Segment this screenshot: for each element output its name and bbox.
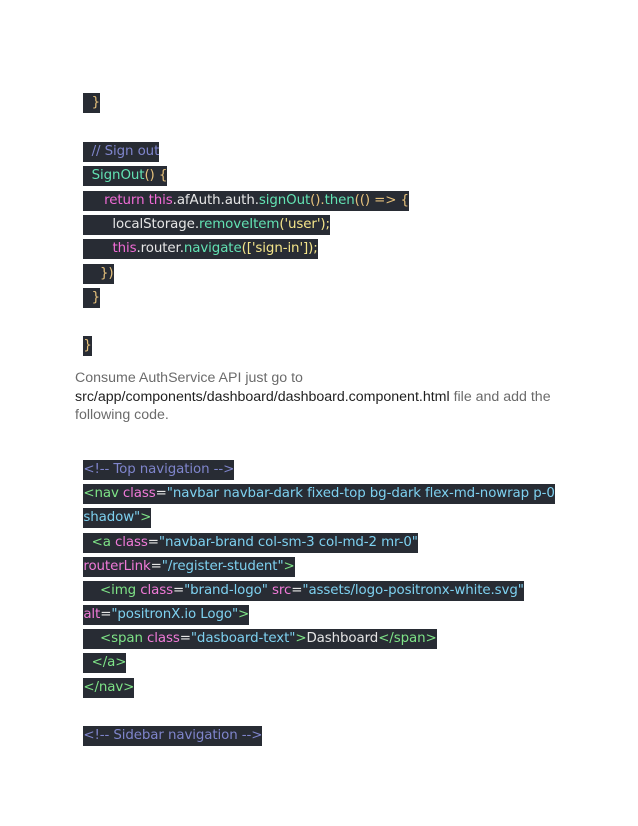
code-token: shadow" bbox=[83, 510, 141, 525]
code-token: .afAuth.auth. bbox=[172, 193, 259, 208]
code-token: (['sign-in']); bbox=[241, 241, 318, 256]
code-token: "assets/logo-positronx-white.svg" bbox=[302, 583, 524, 598]
code-token: src bbox=[272, 583, 292, 598]
code-token: alt bbox=[83, 607, 101, 622]
code-line bbox=[75, 171, 409, 208]
code-token: then bbox=[324, 193, 355, 208]
code-token: "dasboard-text" bbox=[190, 631, 296, 646]
code-token: = bbox=[155, 486, 167, 501]
code-token: = bbox=[100, 607, 112, 622]
code-token: </a> bbox=[83, 655, 127, 670]
code-line bbox=[75, 316, 92, 353]
file-path: src/app/components/dashboard/dashboard.component.html bbox=[75, 388, 450, 405]
code-token: <nav bbox=[83, 486, 123, 501]
code-token: (). bbox=[310, 193, 325, 208]
code-token: this bbox=[148, 193, 173, 208]
code-token: = bbox=[291, 583, 303, 598]
code-token: <a bbox=[83, 535, 116, 550]
code-line bbox=[75, 219, 318, 256]
code-line bbox=[75, 585, 250, 622]
code-line bbox=[75, 513, 418, 550]
code-token: navigate bbox=[183, 241, 242, 256]
code-token: signOut bbox=[258, 193, 311, 208]
code-line bbox=[75, 440, 235, 477]
code-token: class bbox=[115, 535, 148, 550]
code-token: "brand-logo" bbox=[184, 583, 268, 598]
code-token: </nav> bbox=[83, 680, 135, 695]
code-line bbox=[75, 73, 101, 110]
code-token: ('user'); bbox=[279, 217, 330, 232]
code-token: this bbox=[112, 241, 137, 256]
code-token: .router. bbox=[136, 241, 184, 256]
code-token: </span> bbox=[378, 631, 437, 646]
code-token: <img bbox=[83, 583, 141, 598]
code-line bbox=[75, 195, 330, 232]
code-token: = bbox=[172, 583, 185, 598]
code-token: "/register-student" bbox=[161, 559, 284, 574]
code-token: () { bbox=[144, 168, 168, 183]
code-line bbox=[75, 244, 114, 281]
code-line bbox=[75, 658, 135, 695]
code-line bbox=[75, 609, 437, 646]
instruction-paragraph bbox=[75, 369, 555, 425]
code-token: routerLink bbox=[83, 559, 151, 574]
code-line bbox=[75, 268, 101, 305]
code-token: > bbox=[295, 631, 307, 646]
code-line bbox=[75, 706, 263, 743]
code-line bbox=[75, 146, 168, 183]
code-token: > bbox=[238, 607, 250, 622]
code-token: <span bbox=[83, 631, 147, 646]
code-comment: // Sign out bbox=[83, 144, 160, 159]
code-token: localStorage. bbox=[83, 217, 199, 232]
code-token: class bbox=[122, 486, 156, 501]
code-token: "navbar navbar-dark fixed-top bg-dark flex-md-nowrap p-0 bbox=[166, 486, 555, 501]
code-line bbox=[75, 464, 555, 501]
code-comment: <!-- Sidebar navigation --> bbox=[83, 728, 263, 743]
code-token: removeItem bbox=[198, 217, 280, 232]
paragraph-intro: Consume AuthService API just go to bbox=[75, 370, 303, 386]
code-token: } bbox=[83, 290, 101, 305]
code-line bbox=[75, 122, 160, 159]
code-token: "positronX.io Logo" bbox=[111, 607, 239, 622]
code-token: } bbox=[83, 95, 101, 110]
code-token: Dashboard bbox=[306, 631, 379, 646]
code-line bbox=[75, 633, 127, 670]
code-line bbox=[75, 537, 295, 574]
code-token: > bbox=[283, 559, 295, 574]
code-token: SignOut bbox=[83, 168, 145, 183]
code-token: = bbox=[150, 559, 162, 574]
code-line bbox=[75, 561, 524, 598]
paragraph-rest: file and add the following code. bbox=[75, 388, 551, 423]
code-token: = bbox=[179, 631, 191, 646]
code-token: "navbar-brand col-sm-3 col-md-2 mr-0" bbox=[158, 535, 418, 550]
code-token: = bbox=[147, 535, 159, 550]
code-token: class bbox=[147, 631, 180, 646]
code-token: class bbox=[140, 583, 173, 598]
code-token: > bbox=[140, 510, 152, 525]
code-line bbox=[75, 488, 152, 525]
code-token: (() => { bbox=[354, 193, 409, 208]
code-token: }) bbox=[83, 266, 114, 281]
code-token: return bbox=[83, 193, 149, 208]
code-comment: <!-- Top navigation --> bbox=[83, 462, 235, 477]
code-token: } bbox=[83, 338, 92, 353]
